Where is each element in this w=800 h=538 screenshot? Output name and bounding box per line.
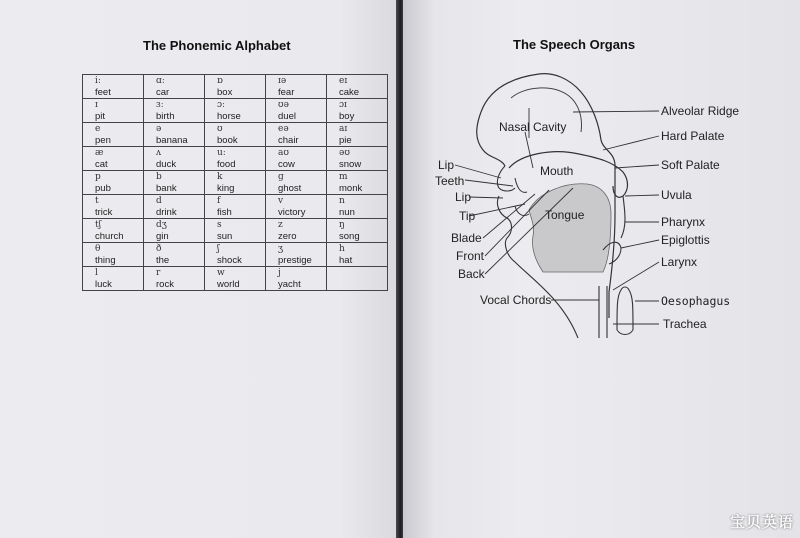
table-row <box>83 195 388 219</box>
phoneme-symbol: h <box>339 244 345 254</box>
table-cell <box>83 99 144 123</box>
example-word: duel <box>278 111 296 122</box>
pharynx-wall <box>621 196 625 238</box>
watermark-logo: 宝贝英语 <box>729 513 794 531</box>
phonemic-alphabet-table <box>82 74 388 291</box>
phoneme-symbol: j <box>278 268 281 278</box>
label-mouth: Mouth <box>540 164 574 178</box>
table-cell <box>266 219 327 243</box>
table-cell <box>266 243 327 267</box>
phoneme-symbol: p <box>95 172 101 182</box>
example-word: gin <box>156 231 169 242</box>
example-word: banana <box>156 135 188 146</box>
table-cell <box>266 147 327 171</box>
phoneme-symbol: n <box>339 196 345 206</box>
table-cell <box>205 123 266 147</box>
phoneme-symbol: e <box>95 124 101 134</box>
phoneme-symbol: θ <box>95 244 101 254</box>
phoneme-symbol: ð <box>156 244 162 254</box>
phoneme-symbol: ɔː <box>217 100 226 110</box>
example-word: ghost <box>278 183 302 194</box>
phoneme-symbol: iː <box>95 76 101 86</box>
example-word: fish <box>217 207 232 218</box>
phoneme-symbol: w <box>217 268 225 278</box>
example-word: pub <box>95 183 111 194</box>
phoneme-symbol: ʃ <box>217 244 220 254</box>
label-back: Back <box>458 267 485 281</box>
table-cell <box>83 267 144 291</box>
example-word: shock <box>217 255 242 266</box>
example-word: box <box>217 87 233 98</box>
table-cell <box>83 75 144 99</box>
phoneme-symbol: b <box>156 172 162 182</box>
label-hard-palate: Hard Palate <box>661 129 725 143</box>
example-word: song <box>339 231 360 242</box>
example-word: chair <box>278 135 299 146</box>
example-word: zero <box>278 231 297 242</box>
phoneme-symbol: ʊə <box>278 100 289 110</box>
table-row <box>83 123 388 147</box>
example-word: pie <box>339 135 352 146</box>
phoneme-symbol: æ <box>95 148 104 158</box>
page-title: The Phonemic Alphabet <box>143 38 291 53</box>
table-cell <box>266 123 327 147</box>
phoneme-symbol: aʊ <box>278 148 289 158</box>
example-word: king <box>217 183 235 194</box>
example-word: hat <box>339 255 353 266</box>
example-word: horse <box>217 111 241 122</box>
table-cell <box>205 195 266 219</box>
table-cell <box>205 99 266 123</box>
table-cell <box>83 219 144 243</box>
table-cell <box>83 147 144 171</box>
example-word: cow <box>278 159 295 170</box>
phoneme-symbol: ʒ <box>278 244 284 254</box>
example-word: sun <box>217 231 233 242</box>
example-word: food <box>217 159 236 170</box>
table-row <box>83 267 388 291</box>
table-cell <box>266 267 327 291</box>
phoneme-symbol: f <box>217 196 221 206</box>
example-word: nun <box>339 207 355 218</box>
label-soft-palate: Soft Palate <box>661 158 720 172</box>
tongue-shape <box>529 184 611 272</box>
phoneme-symbol: m <box>339 172 348 182</box>
table-cell <box>205 243 266 267</box>
example-word: car <box>156 87 170 98</box>
example-word: yacht <box>278 279 301 290</box>
table-cell <box>83 123 144 147</box>
page-title: The Speech Organs <box>513 37 636 52</box>
label-nasal-cavity: Nasal Cavity <box>499 120 567 134</box>
example-word: world <box>217 279 240 290</box>
phoneme-symbol: z <box>278 220 283 230</box>
table-cell <box>83 243 144 267</box>
example-word: trick <box>95 207 113 218</box>
phoneme-symbol: t <box>95 196 99 206</box>
phoneme-symbol: ə <box>156 124 162 134</box>
example-word: victory <box>278 207 306 218</box>
phoneme-symbol: aɪ <box>339 124 348 134</box>
label-pharynx: Pharynx <box>661 215 706 229</box>
label-front: Front <box>456 249 485 263</box>
table-cell <box>144 243 205 267</box>
table-cell <box>266 171 327 195</box>
table-cell <box>144 99 205 123</box>
phoneme-symbol: ɪ <box>95 100 98 110</box>
table-cell <box>205 147 266 171</box>
example-word: cat <box>95 159 108 170</box>
phoneme-symbol: ɒ <box>217 76 223 86</box>
example-word: prestige <box>278 255 312 266</box>
right-page <box>403 0 800 538</box>
phoneme-symbol: dʒ <box>156 220 167 230</box>
example-word: luck <box>95 279 112 290</box>
phoneme-symbol: g <box>278 172 284 182</box>
left-page <box>0 0 398 538</box>
table-cell <box>327 75 388 99</box>
example-word: fear <box>278 87 295 98</box>
label-tongue: Tongue <box>545 208 585 222</box>
trachea-tube <box>599 286 607 338</box>
table-cell <box>144 267 205 291</box>
example-word: birth <box>156 111 175 122</box>
phoneme-symbol: s <box>217 220 222 230</box>
example-word: boy <box>339 111 355 122</box>
table-cell <box>144 171 205 195</box>
example-word: thing <box>95 255 116 266</box>
phoneme-symbol: d <box>156 196 162 206</box>
upper-teeth <box>515 178 527 192</box>
example-word: drink <box>156 207 177 218</box>
example-word: duck <box>156 159 177 170</box>
phoneme-symbol: əʊ <box>339 148 350 158</box>
table-cell <box>327 123 388 147</box>
example-word: the <box>156 255 170 266</box>
label-epiglottis: Epiglottis <box>661 233 710 247</box>
table-cell <box>205 171 266 195</box>
phoneme-symbol: k <box>217 172 223 182</box>
label-tip: Tip <box>459 209 476 223</box>
phoneme-symbol: ɜː <box>156 100 164 110</box>
example-word: pen <box>95 135 111 146</box>
table-cell <box>327 267 388 291</box>
phoneme-symbol: uː <box>217 148 226 158</box>
label-trachea: Trachea <box>663 317 707 331</box>
example-word: church <box>95 231 124 242</box>
table-cell <box>83 195 144 219</box>
phoneme-symbol: eɪ <box>339 76 348 86</box>
phoneme-symbol: l <box>95 268 98 278</box>
table-cell <box>144 195 205 219</box>
example-word: snow <box>339 159 362 170</box>
example-word: cake <box>339 87 360 98</box>
label-oesophagus: Oesophagus <box>661 294 731 308</box>
phoneme-symbol: v <box>278 196 284 206</box>
table-cell <box>266 195 327 219</box>
table-cell <box>266 75 327 99</box>
table-cell <box>327 147 388 171</box>
table-cell <box>144 123 205 147</box>
label-blade: Blade <box>451 231 482 245</box>
table-row <box>83 219 388 243</box>
speech-organs-diagram <box>403 0 800 538</box>
lower-teeth <box>515 206 529 216</box>
label-vocal-chords: Vocal Chords <box>480 293 552 307</box>
label-uvula: Uvula <box>661 188 692 202</box>
phoneme-symbol: ɑː <box>156 76 165 86</box>
phoneme-symbol: tʃ <box>95 220 102 230</box>
table-row <box>83 75 388 99</box>
table-row <box>83 99 388 123</box>
table-row <box>83 147 388 171</box>
label-alveolar-ridge: Alveolar Ridge <box>661 104 740 118</box>
label-larynx: Larynx <box>661 255 698 269</box>
phoneme-symbol: ʌ <box>156 148 162 158</box>
table-cell <box>205 267 266 291</box>
table-cell <box>205 219 266 243</box>
phoneme-symbol: eə <box>278 124 289 134</box>
table-row <box>83 171 388 195</box>
table-cell <box>144 75 205 99</box>
table-cell <box>327 171 388 195</box>
example-word: feet <box>95 87 111 98</box>
upper-lip <box>497 166 515 191</box>
example-word: pit <box>95 111 106 122</box>
label-teeth: Teeth <box>435 174 465 188</box>
phoneme-symbol: ʊ <box>217 124 223 134</box>
table-cell <box>144 219 205 243</box>
table-cell <box>205 75 266 99</box>
phoneme-symbol: ɪə <box>278 76 287 86</box>
table-cell <box>327 99 388 123</box>
example-word: bank <box>156 183 177 194</box>
label-lip-upper: Lip <box>438 158 455 172</box>
example-word: monk <box>339 183 363 194</box>
phoneme-symbol: r <box>156 268 161 278</box>
table-cell <box>83 171 144 195</box>
example-word: book <box>217 135 238 146</box>
table-cell <box>327 195 388 219</box>
phoneme-symbol: ɔɪ <box>339 100 347 110</box>
table-row <box>83 243 388 267</box>
table-cell <box>327 243 388 267</box>
table-cell <box>144 147 205 171</box>
table-cell <box>266 99 327 123</box>
example-word: rock <box>156 279 174 290</box>
lower-lip <box>497 196 515 262</box>
label-lip-lower: Lip <box>455 190 472 204</box>
table-cell <box>327 219 388 243</box>
phoneme-symbol: ŋ <box>339 220 345 230</box>
